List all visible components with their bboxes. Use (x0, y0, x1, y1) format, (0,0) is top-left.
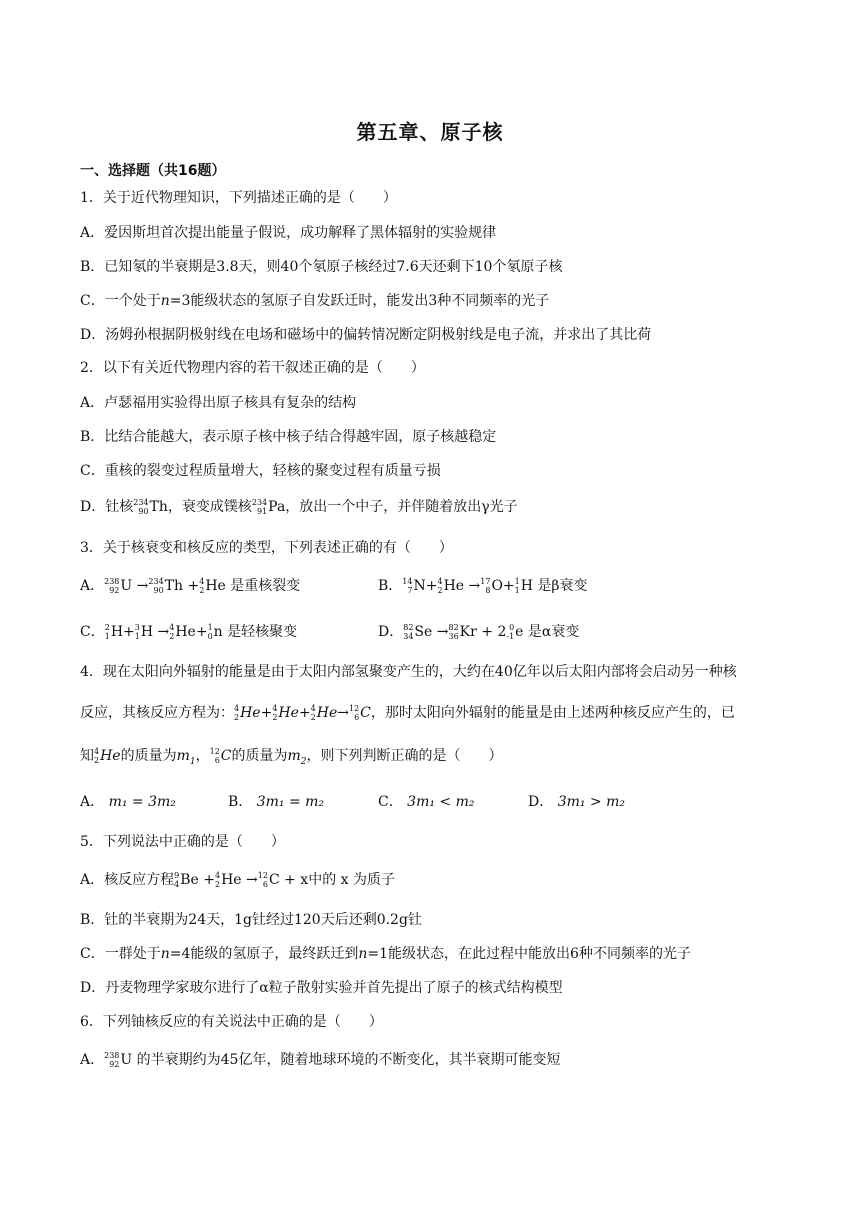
option-1d: D．汤姆孙根据阴极射线在电场和磁场中的偏转情况断定阴极射线是电子流，并求出了其比荷 (80, 327, 652, 343)
option-3b (378, 576, 588, 596)
label: A． (80, 1052, 105, 1068)
label: A． (80, 794, 105, 810)
label: C． (378, 794, 403, 810)
mass-number: 0 (509, 623, 515, 632)
question-2: 2．以下有关近代物理内容的若干叙述正确的是（ ） (80, 360, 425, 376)
label: C． (80, 624, 105, 640)
option-2d (80, 497, 518, 517)
isotope-th234 (148, 577, 163, 595)
isotope-he4 (234, 704, 239, 722)
symbol: He (100, 748, 121, 764)
text: 中的 x 为质子 (308, 872, 395, 888)
text: =4能级的氢原子，最终跃迁到 (169, 946, 359, 962)
atomic-number: 36 (448, 632, 459, 641)
text: U → (120, 578, 149, 594)
mass-number: 4 (214, 871, 221, 880)
option-5a (80, 870, 395, 890)
isotope-he4 (272, 704, 277, 722)
option-6a (80, 1050, 560, 1070)
expression: 3m₁ < m₂ (407, 794, 475, 810)
mass-number: 4 (234, 704, 240, 713)
text: H 是β衰变 (520, 578, 588, 594)
atomic-number: 92 (109, 586, 120, 595)
mass-symbol: $m_1$ (176, 748, 196, 767)
mass-number: 4 (94, 747, 100, 756)
atomic-number: 2 (272, 713, 278, 722)
option-1a: A．爱因斯坦首次提出能量子假说，成功解释了黑体辐射的实验规律 (80, 225, 497, 241)
mass-number: 238 (104, 1051, 120, 1060)
text: U 的半衰期约为45亿年，随着地球环境的不断变化，其半衰期可能变短 (120, 1052, 561, 1068)
option-4a (80, 792, 176, 812)
text: H → (140, 624, 170, 640)
label: B． (228, 794, 253, 810)
expression: 3m₁ = m₂ (256, 794, 325, 810)
question-4-line-1: 4．现在太阳向外辐射的能量是由于太阳内部氢聚变产生的，大约在40亿年以后太阳内部将会启动另一种核 (80, 664, 737, 680)
expression: m₁ = 3m₂ (108, 794, 176, 810)
atomic-number: 2 (234, 713, 240, 722)
text: C．一个处于 (80, 293, 161, 309)
text: H+ (110, 624, 135, 640)
option-5d: D．丹麦物理学家玻尔进行了α粒子散射实验并首先提出了原子的核式结构模型 (80, 980, 563, 996)
atomic-number: 1 (514, 586, 520, 595)
text: Th + (164, 578, 200, 594)
atomic-number: 2 (437, 586, 443, 595)
text: Th，衰变成镤核 (149, 499, 252, 515)
text: C．一群处于 (80, 946, 161, 962)
atomic-number: 34 (403, 632, 414, 641)
mass-number: 1 (514, 577, 520, 586)
mass-number: 14 (402, 577, 413, 586)
text: Be + (180, 872, 215, 888)
text: O+ (491, 578, 515, 594)
question-3: 3．关于核衰变和核反应的类型，下列表述正确的有（ ） (80, 540, 453, 556)
isotope-be9 (174, 871, 179, 889)
atomic-number: 1 (134, 632, 140, 641)
label: A． (80, 578, 105, 594)
isotope-n14 (402, 577, 412, 595)
mass-number: 234 (133, 498, 149, 507)
text: D．钍核 (80, 499, 134, 515)
mass-number: 4 (199, 577, 205, 586)
isotope-pa234 (252, 498, 267, 516)
text: Pa，放出一个中子，并伴随着放出γ光子 (268, 499, 518, 515)
symbol: C (360, 705, 371, 721)
symbol: He (240, 705, 261, 721)
option-5b: B．钍的半衰期为24天，1g钍经过120天后还剩0.2g钍 (80, 912, 422, 928)
isotope-e0 (506, 623, 514, 641)
label: D． (528, 794, 554, 810)
text: ，那时太阳向外辐射的能量是由上述两种核反应产生的，已 (370, 705, 735, 721)
variable-n: n (160, 293, 170, 309)
atomic-number: 6 (262, 880, 268, 889)
label: B． (378, 578, 403, 594)
option-2b: B．比结合能越大，表示原子核中核子结合得越牢固，原子核越稳定 (80, 429, 497, 445)
mass-number: 234 (148, 577, 164, 586)
isotope-se82 (403, 623, 413, 641)
mass-number: 17 (480, 577, 491, 586)
isotope-kr82 (448, 623, 458, 641)
isotope-u238 (104, 577, 119, 595)
isotope-he4 (215, 871, 220, 889)
question-6: 6．下列铀核反应的有关说法中正确的是（ ） (80, 1014, 383, 1030)
option-4b (228, 792, 324, 812)
atomic-number: 7 (407, 586, 413, 595)
atomic-number: 6 (214, 756, 220, 765)
text: C + x (268, 872, 309, 888)
atomic-number: -1 (506, 632, 515, 641)
atomic-number: 92 (109, 1060, 120, 1069)
atomic-number: 2 (169, 632, 175, 641)
mass-number: 82 (403, 623, 414, 632)
mass-number: 4 (310, 704, 316, 713)
option-2a: A．卢瑟福用实验得出原子核具有复杂的结构 (80, 395, 357, 411)
atomic-number: 6 (354, 713, 360, 722)
isotope-he4 (199, 577, 204, 595)
option-4c (378, 792, 475, 812)
atomic-number: 90 (138, 507, 149, 516)
text: He → (221, 872, 258, 888)
option-3c (80, 622, 297, 642)
mass-number: 4 (437, 577, 443, 586)
text: He → (443, 578, 481, 594)
text: Kr + 2 (459, 624, 507, 640)
mass-number: 4 (169, 623, 175, 632)
mass-number: 234 (251, 498, 268, 507)
mass-number: 12 (348, 704, 360, 713)
isotope-h2 (105, 623, 110, 641)
isotope-n1 (208, 623, 213, 641)
mass-symbol: $m_2$ (287, 748, 307, 767)
text: He 是重核裂变 (205, 578, 301, 594)
atomic-number: 2 (310, 713, 316, 722)
text: N+ (413, 578, 438, 594)
option-5c (80, 944, 691, 964)
section-heading: 一、选择题（共16题） (80, 163, 226, 179)
isotope-c12 (258, 871, 268, 889)
isotope-c12 (349, 704, 359, 722)
isotope-he4 (437, 577, 442, 595)
atomic-number: 2 (214, 880, 221, 889)
mass-number: 12 (209, 747, 220, 756)
expression: 3m₁ > m₂ (557, 794, 626, 810)
text: 的质量为 (231, 748, 288, 764)
atomic-number: 1 (104, 632, 110, 641)
symbol: He (316, 705, 338, 721)
text: e 是α衰变 (515, 624, 580, 640)
text: 的质量为 (120, 748, 177, 764)
mass-number: 9 (174, 871, 180, 880)
text: He+ (175, 624, 208, 640)
text: 反应，其核反应方程为： (80, 705, 234, 721)
isotope-he4 (169, 623, 174, 641)
isotope-c12 (210, 747, 220, 765)
option-3a (80, 576, 300, 596)
mass-number: 238 (104, 577, 120, 586)
question-1: 1．关于近代物理知识，下列描述正确的是（ ） (80, 190, 397, 206)
option-1b: B．已知氡的半衰期是3.8天，则40个氡原子核经过7.6天还剩下10个氡原子核 (80, 259, 563, 275)
text: =3能级状态的氢原子自发跃迁时，能发出3种不同频率的光子 (169, 293, 550, 309)
mass-number: 12 (257, 871, 268, 880)
atomic-number: 4 (174, 880, 180, 889)
text: 知 (80, 748, 94, 764)
symbol: C (220, 748, 232, 764)
option-4d (528, 792, 625, 812)
atomic-number: 2 (94, 756, 100, 765)
option-2c: C．重核的裂变过程质量增大，轻核的聚变过程有质量亏损 (80, 463, 441, 479)
option-3d (378, 622, 579, 642)
isotope-h1 (515, 577, 520, 595)
text: ， (195, 748, 210, 764)
text: Se → (414, 624, 449, 640)
isotope-h3 (135, 623, 140, 641)
page-title: 第五章、原子核 (356, 120, 504, 144)
isotope-o17 (480, 577, 490, 595)
question-5: 5．下列说法中正确的是（ ） (80, 834, 285, 850)
symbol: He (278, 705, 299, 721)
variable-n: n (358, 946, 368, 962)
isotope-he4 (311, 704, 316, 722)
mass-number: 1 (207, 623, 213, 632)
atomic-number: 0 (207, 632, 213, 641)
text: ，则下列判断正确的是（ ） (306, 748, 503, 764)
mass-number: 4 (272, 704, 278, 713)
atomic-number: 8 (485, 586, 491, 595)
mass-number: 82 (448, 623, 459, 632)
variable-n: n (160, 946, 170, 962)
text: =1能级状态，在此过程中能放出6种不同频率的光子 (367, 946, 691, 962)
mass-number: 3 (134, 623, 140, 632)
question-4-line-3 (80, 746, 503, 772)
label: D． (378, 624, 404, 640)
isotope-u238 (104, 1051, 119, 1069)
question-4-line-2: 反应，其核反应方程为： 4 2 He+ 4 2 He+ 4 2 He→ 12 6 C，那时太阳向外辐射的能量是由上述两种核反应产生的，已 (80, 704, 735, 722)
text: A．核反应方程 (80, 872, 175, 888)
atomic-number: 90 (153, 586, 164, 595)
atomic-number: 2 (199, 586, 205, 595)
text: n 是轻核聚变 (213, 624, 298, 640)
isotope-th234 (133, 498, 148, 516)
mass-number: 2 (104, 623, 110, 632)
isotope-he4 (94, 747, 99, 765)
atomic-number: 91 (256, 507, 268, 516)
option-1c (80, 291, 549, 311)
